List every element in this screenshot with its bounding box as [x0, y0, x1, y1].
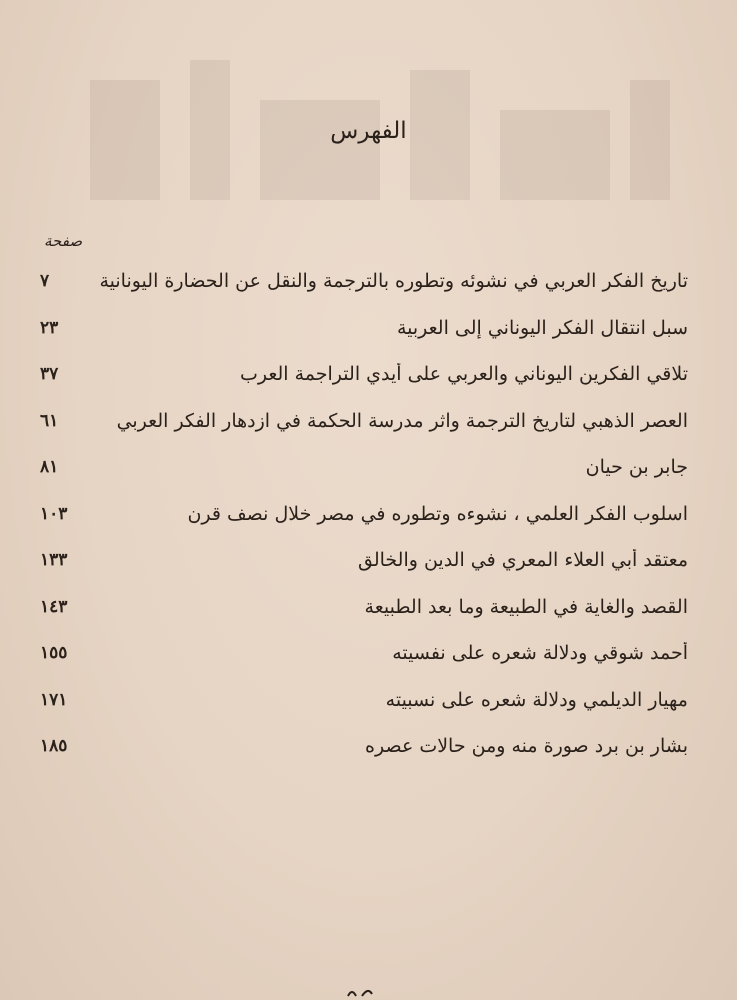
- toc-entry-title: معتقد أبي العلاء المعري في الدين والخالق: [357, 549, 688, 572]
- toc-entry[interactable]: [40, 723, 688, 770]
- toc-entry-page: ٢٣: [40, 317, 59, 338]
- toc-entry-title: مهيار الديلمي ودلالة شعره على نسبيته: [385, 688, 688, 711]
- table-of-contents: [40, 258, 688, 770]
- toc-entry-title: بشار بن برد صورة منه ومن حالات عصره: [365, 735, 688, 758]
- toc-entry-page: ١٣٣: [40, 550, 68, 571]
- toc-entry-title: العصر الذهبي لتاريخ الترجمة واثر مدرسة الحكمة في ازدهار الفكر العربي: [116, 409, 688, 432]
- toc-entry-page: ٦١: [40, 410, 59, 431]
- toc-entry-title: القصد والغاية في الطبيعة وما بعد الطبيعة: [364, 595, 688, 618]
- toc-entry[interactable]: [40, 258, 688, 305]
- toc-entry[interactable]: [40, 537, 688, 584]
- page-number-column-header: صفحة: [44, 232, 83, 250]
- toc-entry[interactable]: [40, 491, 688, 538]
- toc-entry-page: ٨١: [40, 457, 59, 478]
- cropped-folio-mark: [330, 984, 390, 1000]
- toc-entry-title: اسلوب الفكر العلمي ، نشوءه وتطوره في مصر خلال نصف قرن: [187, 502, 688, 525]
- toc-entry[interactable]: [40, 398, 688, 445]
- toc-entry-page: ٧: [40, 271, 50, 292]
- toc-entry-page: ١٠٣: [40, 503, 68, 524]
- toc-entry[interactable]: [40, 630, 688, 677]
- toc-entry-title: جابر بن حيان: [585, 456, 688, 479]
- toc-entry-page: ١٤٣: [40, 596, 68, 617]
- toc-entry[interactable]: [40, 305, 688, 352]
- toc-entry[interactable]: [40, 351, 688, 398]
- toc-entry-title: سبل انتقال الفكر اليوناني إلى العربية: [396, 316, 688, 339]
- toc-entry-title: تاريخ الفكر العربي في نشوئه وتطوره بالترجمة والنقل عن الحضارة اليونانية: [99, 270, 688, 293]
- toc-entry-page: ١٨٥: [40, 736, 68, 757]
- page-title: الفهرس: [330, 118, 407, 144]
- toc-entry-page: ١٧١: [40, 689, 68, 710]
- toc-entry[interactable]: [40, 584, 688, 631]
- toc-entry[interactable]: [40, 444, 688, 491]
- toc-entry-page: ١٥٥: [40, 643, 68, 664]
- toc-entry-page: ٣٧: [40, 364, 59, 385]
- toc-entry-title: أحمد شوقي ودلالة شعره على نفسيته: [392, 642, 688, 665]
- toc-entry[interactable]: [40, 677, 688, 724]
- toc-entry-title: تلاقي الفكرين اليوناني والعربي على أيدي التراجمة العرب: [239, 363, 688, 386]
